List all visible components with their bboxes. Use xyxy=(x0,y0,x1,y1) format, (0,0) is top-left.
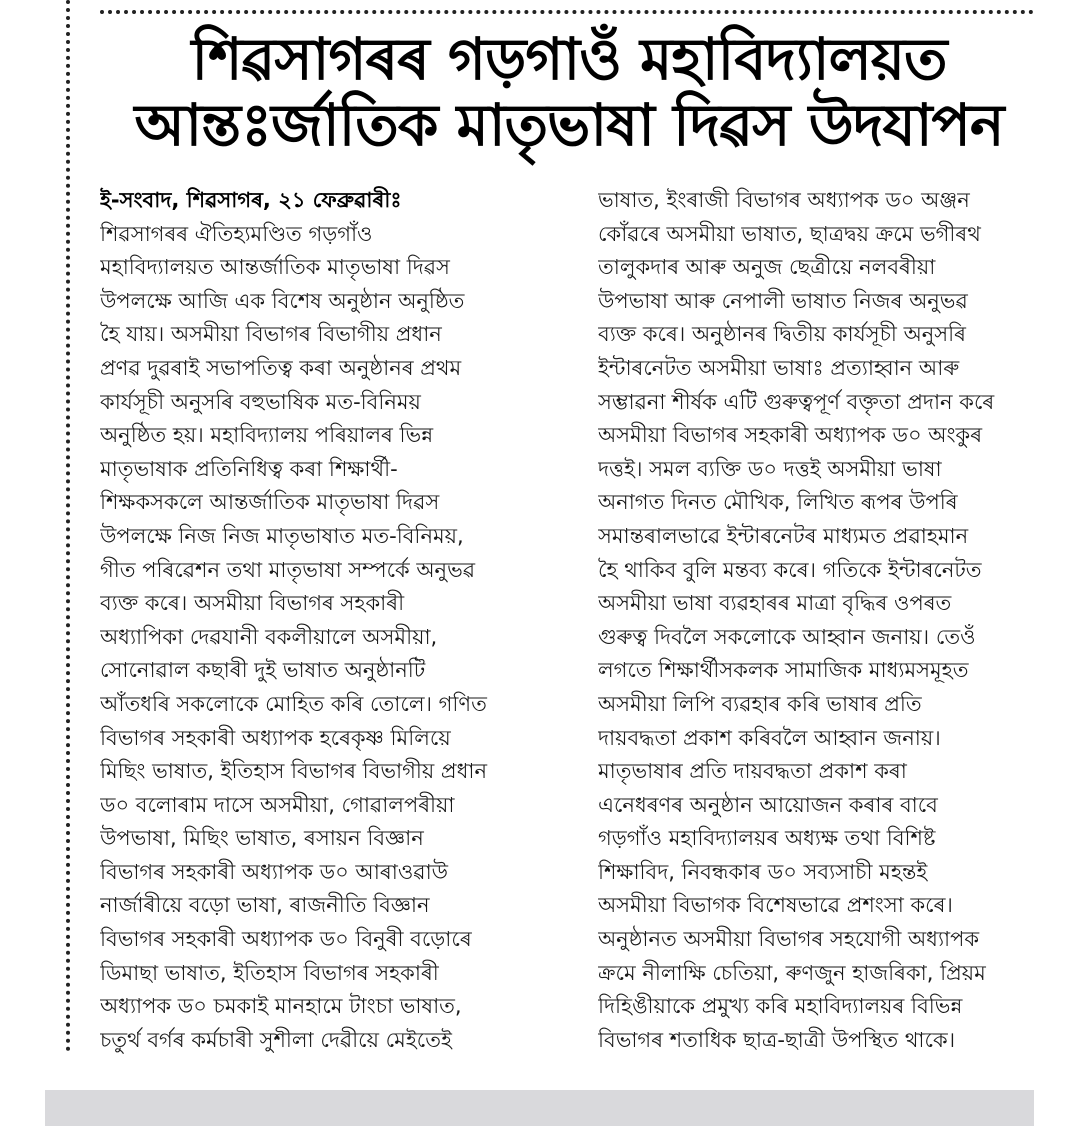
article-line: অসমীয়া বিভাগক বিশেষভাৱে প্ৰশংসা কৰে। xyxy=(598,893,953,918)
article-line: ভাষাত, ইংৰাজী বিভাগৰ অধ্যাপক ড০ অঞ্জন xyxy=(598,188,970,212)
article-line: বিভাগৰ সহকাৰী অধ্যাপক ড০ আৰাওৱাউ xyxy=(100,859,449,884)
article-line: বিভাগৰ সহকাৰী অধ্যাপক ড০ বিনুৰী বড়োৰে xyxy=(100,927,472,952)
article-line: প্ৰণৱ দুৱৰাই সভাপতিত্ব কৰা অনুষ্ঠানৰ প্ৰথম xyxy=(100,355,462,380)
article-line: মিছিং ভাষাত, ইতিহাস বিভাগৰ বিভাগীয় প্ৰধান xyxy=(100,759,488,784)
article-line: নাৰ্জাৰীয়ে বড়ো ভাষা, ৰাজনীতি বিজ্ঞান xyxy=(100,893,430,918)
top-dotted-rule xyxy=(100,10,1034,14)
article-line: দিহিঙীয়াকে প্ৰমুখ্য কৰি মহাবিদ্যালয়ৰ বিভিন্ন xyxy=(598,994,963,1019)
article-line: গীত পৰিৱেশন তথা মাতৃভাষা সম্পৰ্কে অনুভৱ xyxy=(100,557,476,582)
article-line: মহাবিদ্যালয়ত আন্তৰ্জাতিক মাতৃভাষা দিৱস xyxy=(100,255,450,280)
article-line: অনুষ্ঠানত অসমীয়া বিভাগৰ সহযোগী অধ্যাপক xyxy=(598,927,980,952)
bottom-gray-band xyxy=(45,1090,1034,1126)
article-line: উপলক্ষে আজি এক বিশেষ অনুষ্ঠান অনুষ্ঠিত xyxy=(100,288,465,313)
article-line: অধ্যাপক ড০ চমকাই মানহামে টাংচা ভাষাত, xyxy=(100,994,462,1019)
article-line: অসমীয়া লিপি ব্যৱহাৰ কৰি ভাষাৰ প্ৰতি xyxy=(598,691,922,716)
article-line: গুৰুত্ব দিবলৈ সকলোকে আহ্বান জনায়। তেওঁ xyxy=(598,624,976,649)
article-line: অসমীয়া ভাষা ব্যৱহাৰৰ মাত্ৰা বৃদ্ধিৰ ওপৰত xyxy=(598,591,952,616)
article-line: অধ্যাপিকা দেৱযানী বকলীয়ালে অসমীয়া, xyxy=(100,624,438,649)
article-line: ডিমাছা ভাষাত, ইতিহাস বিভাগৰ সহকাৰী xyxy=(100,960,439,985)
article-line: উপভাষা আৰু নেপালী ভাষাত নিজৰ অনুভৱ xyxy=(598,288,968,313)
article-line: সমান্তৰালভাৱে ইন্টাৰনেটৰ মাধ্যমত প্ৰৱাহমান xyxy=(598,523,969,548)
article-line: এনেধৰণৰ অনুষ্ঠান আয়োজন কৰাৰ বাবে xyxy=(598,792,938,817)
article-line: ক্ৰমে নীলাক্ষি চেতিয়া, ৰুণজুন হাজৰিকা, প্ৰিয়ম xyxy=(598,960,986,985)
article-line: শিক্ষকসকলে আন্তৰ্জাতিক মাতৃভাষা দিৱস xyxy=(100,490,440,515)
article-line: ব্যক্ত কৰে। অনুষ্ঠানৰ দ্বিতীয় কাৰ্যসূচী অনুসৰি xyxy=(598,322,967,347)
article-line: হৈ যায়। অসমীয়া বিভাগৰ বিভাগীয় প্ৰধান xyxy=(100,322,442,347)
headline-line-2: আন্তঃৰ্জাতিক মাতৃভাষা দিৱস উদযাপন xyxy=(134,91,1004,159)
article-line: বিভাগৰ শতাধিক ছাত্ৰ-ছাত্ৰী উপস্থিত থাকে। xyxy=(598,1027,956,1052)
article-line: শিক্ষাবিদ, নিবন্ধকাৰ ড০ সব্যসাচী মহন্তই xyxy=(598,859,928,884)
left-dotted-rule xyxy=(66,0,70,1052)
article-line: অসমীয়া বিভাগৰ সহকাৰী অধ্যাপক ড০ অংকুৰ xyxy=(598,423,983,448)
article-column-left xyxy=(100,184,550,1057)
article-line: সোনোৱাল কছাৰী দুই ভাষাত অনুষ্ঠানটি xyxy=(100,658,426,683)
article-line: দায়বদ্ধতা প্ৰকাশ কৰিবলৈ আহ্বান জনায়। xyxy=(598,725,941,750)
article-headline xyxy=(96,26,1042,158)
article-line: ড০ বলোৰাম দাসে অসমীয়া, গোৱালপৰীয়া xyxy=(100,792,455,817)
article-line: তালুকদাৰ আৰু অনুজ ছেত্ৰীয়ে নলবৰীয়া xyxy=(598,255,936,280)
article-line: অনুষ্ঠিত হয়। মহাবিদ্যালয় পৰিয়ালৰ ভিন্ন xyxy=(100,423,434,448)
article-line: হৈ থাকিব বুলি মন্তব্য কৰে। গতিকে ইন্টাৰনেটত xyxy=(598,557,982,582)
article-line: দত্তই। সমল ব্যক্তি ড০ দত্তই অসমীয়া ভাষা xyxy=(598,456,942,481)
article-column-right xyxy=(598,184,1038,1057)
article-line: ইন্টাৰনেটত অসমীয়া ভাষাঃ প্ৰত্যাহ্বান আৰু xyxy=(598,355,960,380)
article-line: উপভাষা, মিছিং ভাষাত, ৰসায়ন বিজ্ঞান xyxy=(100,826,424,851)
article-line: অনাগত দিনত মৌখিক, লিখিত ৰূপৰ উপৰি xyxy=(598,490,958,515)
article-dateline: ই-সংবাদ, শিৱসাগৰ, ২১ ফেব্ৰুৱাৰীঃ xyxy=(100,188,402,212)
article-line: উপলক্ষে নিজ নিজ মাতৃভাষাত মত-বিনিময়, xyxy=(100,523,464,548)
article-line: বিভাগৰ সহকাৰী অধ্যাপক হৰেকৃষ্ণ মিলিয়ে xyxy=(100,725,451,750)
article-line: কোঁৱৰে অসমীয়া ভাষাত, ছাত্ৰদ্বয় ক্ৰমে ভগীৰথ xyxy=(598,221,981,246)
article-line: লগতে শিক্ষাৰ্থীসকলক সামাজিক মাধ্যমসমূহত xyxy=(598,658,969,683)
article-line: মাতৃভাষাক প্ৰতিনিধিত্ব কৰা শিক্ষাৰ্থী- xyxy=(100,456,398,481)
article-line: চতুৰ্থ বৰ্গৰ কৰ্মচাৰী সুশীলা দেৱীয়ে মেইতেই xyxy=(100,1027,452,1052)
article-line: মাতৃভাষাৰ প্ৰতি দায়বদ্ধতা প্ৰকাশ কৰা xyxy=(598,759,907,784)
article-line: শিৱসাগৰৰ ঐতিহ্যমণ্ডিত গড়গাঁও xyxy=(100,221,373,246)
article-line: আঁতধৰি সকলোকে মোহিত কৰি তোলে। গণিত xyxy=(100,691,487,716)
article-line: ব্যক্ত কৰে। অসমীয়া বিভাগৰ সহকাৰী xyxy=(100,591,405,616)
article-line: কাৰ্যসূচী অনুসৰি বহুভাষিক মত-বিনিময় xyxy=(100,389,421,414)
article-line: গড়গাঁও মহাবিদ্যালয়ৰ অধ্যক্ষ তথা বিশিষ্ট xyxy=(598,826,936,851)
article-line: সম্ভাৱনা শীৰ্ষক এটি গুৰুত্বপূৰ্ণ বক্তৃতা প্ৰদান কৰে xyxy=(598,389,995,414)
headline-line-1: শিৱসাগৰৰ গড়গাওঁ মহাবিদ্যালয়ত xyxy=(191,25,947,93)
